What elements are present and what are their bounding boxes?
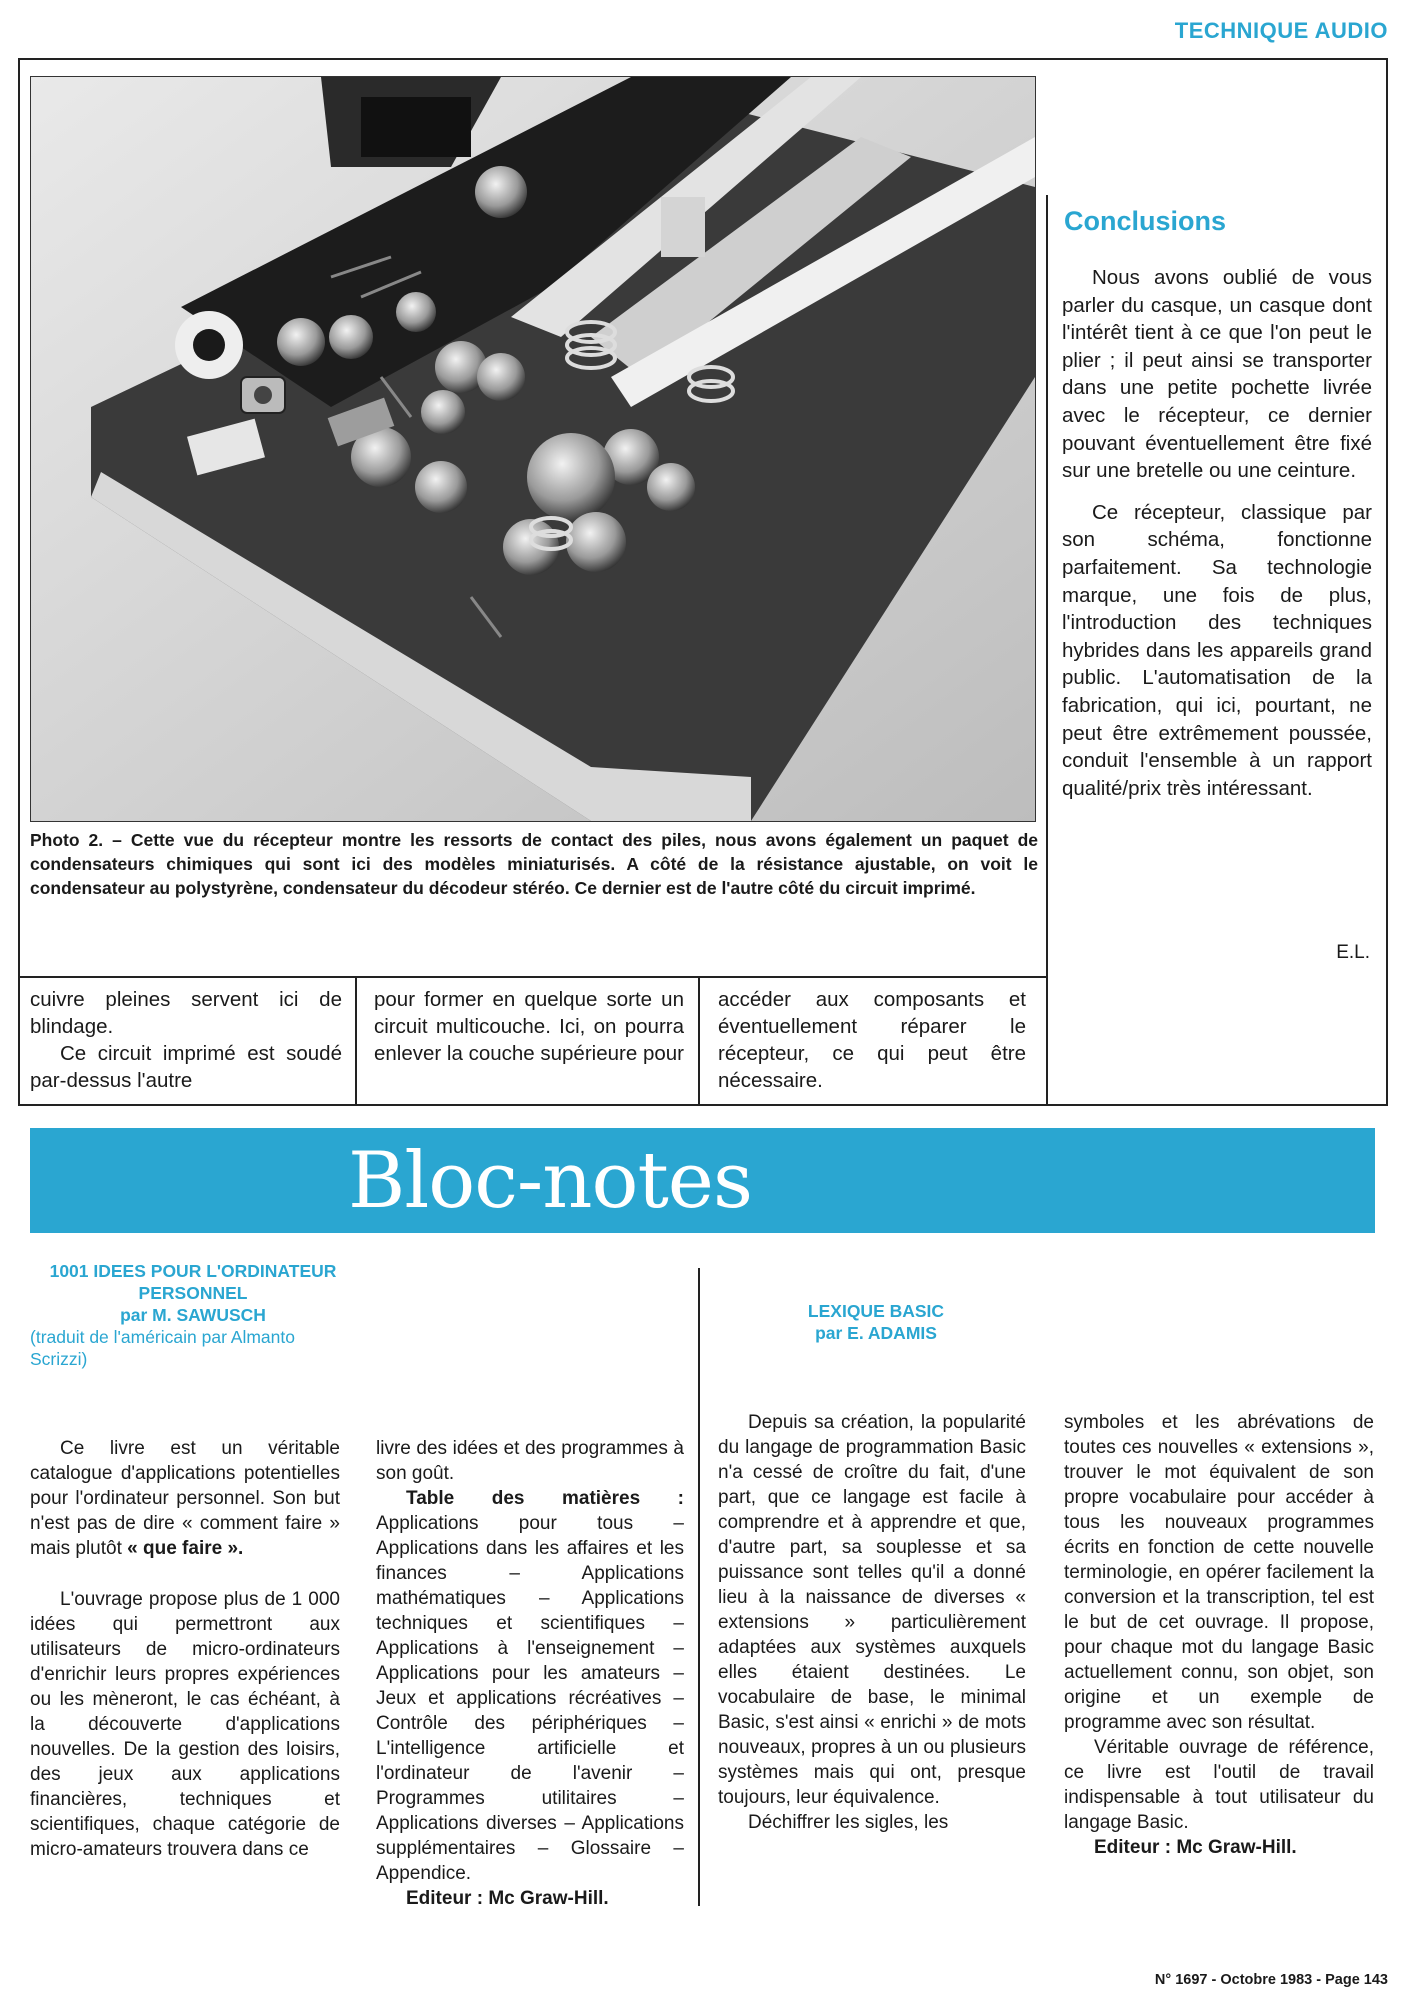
book1-author: par M. SAWUSCH [120, 1305, 266, 1325]
book2-paragraph: Véritable ouvrage de référence, ce livre est l'outil de travail indispensable à tout utilisateur du langage Basic. [1064, 1737, 1374, 1833]
section-label: TECHNIQUE AUDIO [1174, 18, 1388, 43]
book1-contents [376, 1486, 684, 1886]
book2-column-1 [718, 1410, 1026, 1835]
column-divider [698, 1268, 700, 1906]
conclusions-body [1062, 264, 1372, 816]
conclusions-paragraph: Nous avons oublié de vous parler du casque, un casque dont l'intérêt tient à ce que l'on peut le plier ; il peut ainsi se transporter dans une petite pochette livrée avec le récepteur, ce dernier pouvant éventuellement être fixé sur une bretelle ou une ceinture. [1062, 266, 1372, 483]
conclusions-title: Conclusions [1064, 206, 1227, 236]
author-initials: E.L. [1336, 942, 1370, 963]
article-paragraph: Ce circuit imprimé est soudé par-dessus l'autre [30, 1042, 342, 1092]
book1-paragraph: livre des idées et des programmes à son goût. [376, 1438, 684, 1484]
circuit-board-photo [30, 76, 1036, 822]
article-paragraph: cuivre pleines servent ici de blindage. [30, 988, 342, 1038]
book2-paragraph: Déchiffrer les sigles, les [748, 1812, 949, 1833]
book2-column-2 [1064, 1410, 1374, 1860]
book2-paragraph: Depuis sa création, la popularité du langage de programmation Basic n'a cessé de croître du fait, d'une part, que ce langage est facile à comprendre et à apprendre et que, d'autre part, sa souplesse et sa puissance sont telles qu'il a donné lieu à la naissance de diverses « extensions » particulièrement adaptées aux systèmes auxquels elles étaient destinées. Le vocabulaire de base, le minimal Basic, s'est ainsi « enrichi » de mots nouveaux, propres à un ou plusieurs systèmes mais qui ont, presque toujours, leur équivalence. [718, 1412, 1026, 1808]
contents-label: Table des matières : [406, 1488, 684, 1509]
article-column-3: accéder aux composants et éventuellement réparer le récepteur, ce qui peut être nécessaire. [718, 988, 1026, 1092]
column-divider [698, 978, 700, 1106]
conclusions-paragraph: Ce récepteur, classique par son schéma, fonctionne parfaitement. Sa technologie marque, une fois de plus, l'introduction des techniques hybrides dans les appareils grand public. L'automatisation de la fabrication, qui ici, pourtant, ne peut être extrêmement poussée, conduit l'ensemble à un rapport qualité/prix très intéressant. [1062, 500, 1372, 800]
book1-translation-note: (traduit de l'américain par Almanto Scrizzi) [30, 1327, 295, 1369]
book1-column-1 [30, 1436, 340, 1862]
book1-text: Ce livre est un véritable catalogue d'applications potentielles pour l'ordinateur personnel. Son but n'est pas de dire « comment faire » mais plutôt [30, 1438, 340, 1559]
divider [18, 976, 1048, 978]
page-footer: N° 1697 - Octobre 1983 - Page 143 [1154, 1972, 1388, 1988]
bloc-notes-banner [30, 1128, 1375, 1233]
book1-column-2 [376, 1436, 684, 1911]
book1-paragraph [30, 1436, 340, 1561]
photo-caption: Photo 2. – Cette vue du récepteur montre les ressorts de contact des piles, nous avons également un paquet de condensateurs chimiques qui sont ici des modèles miniaturisés. A côté de la résistance ajustable, on voit le condensateur au polystyrène, condensateur du décodeur stéréo. Ce dernier est de l'autre côté du circuit imprimé. [30, 830, 1038, 898]
book1-heading [30, 1260, 356, 1370]
circuit-board-photo-illustration [31, 77, 1035, 821]
article-column-1 [30, 986, 342, 1094]
book1-paragraph: L'ouvrage propose plus de 1 000 idées qui permettront aux utilisateurs de micro-ordinateurs d'enrichir leurs propres expériences ou les mèneront, le cas échéant, à la découverte d'applications nouvelles. De la gestion des loisirs, des jeux aux applications financières, techniques et scientifiques, chaque catégorie de micro-amateurs trouvera dans ce [30, 1589, 340, 1860]
book2-paragraph: symboles et les abrévations de toutes ces nouvelles « extensions », trouver le mot équivalent de son propre vocabulaire pour accéder à tous les nouveaux programmes écrits en fonction de cette nouvelle terminologie, en opérer facilement la conversion et la transcription, tel est le but de cet ouvrage. Il propose, pour chaque mot du langage Basic actuellement connu, son objet, son origine et un exemple de programme avec son résultat. [1064, 1412, 1374, 1733]
divider [1046, 195, 1048, 1106]
book2-publisher: Editeur : Mc Graw-Hill. [1094, 1837, 1297, 1858]
banner-title: Bloc-notes [348, 1135, 752, 1226]
contents-text: Applications pour tous – Applications dans les affaires et les finances – Applications mathématiques – Applications techniques et scientifiques – Applications à l'enseignement – Applications pour les amateurs – Jeux et applications récréatives – Contrôle des périphériques – L'intelligence artificielle et l'ordinateur de l'avenir – Programmes utilitaires – Applications diverses – Applications supplémentaires – Glossaire – Appendice. [376, 1513, 684, 1884]
column-divider [355, 978, 357, 1106]
book1-emphasis: « que faire ». [127, 1538, 244, 1559]
book1-title: 1001 IDEES POUR L'ORDINATEUR PERSONNEL [49, 1261, 337, 1303]
book2-author: par E. ADAMIS [815, 1323, 937, 1343]
article-column-2: pour former en quelque sorte un circuit multicouche. Ici, on pourra enlever la couche supérieure pour [374, 988, 684, 1065]
book1-publisher: Editeur : Mc Graw-Hill. [406, 1888, 609, 1909]
book2-heading [712, 1300, 1040, 1344]
book2-title: LEXIQUE BASIC [807, 1301, 945, 1321]
